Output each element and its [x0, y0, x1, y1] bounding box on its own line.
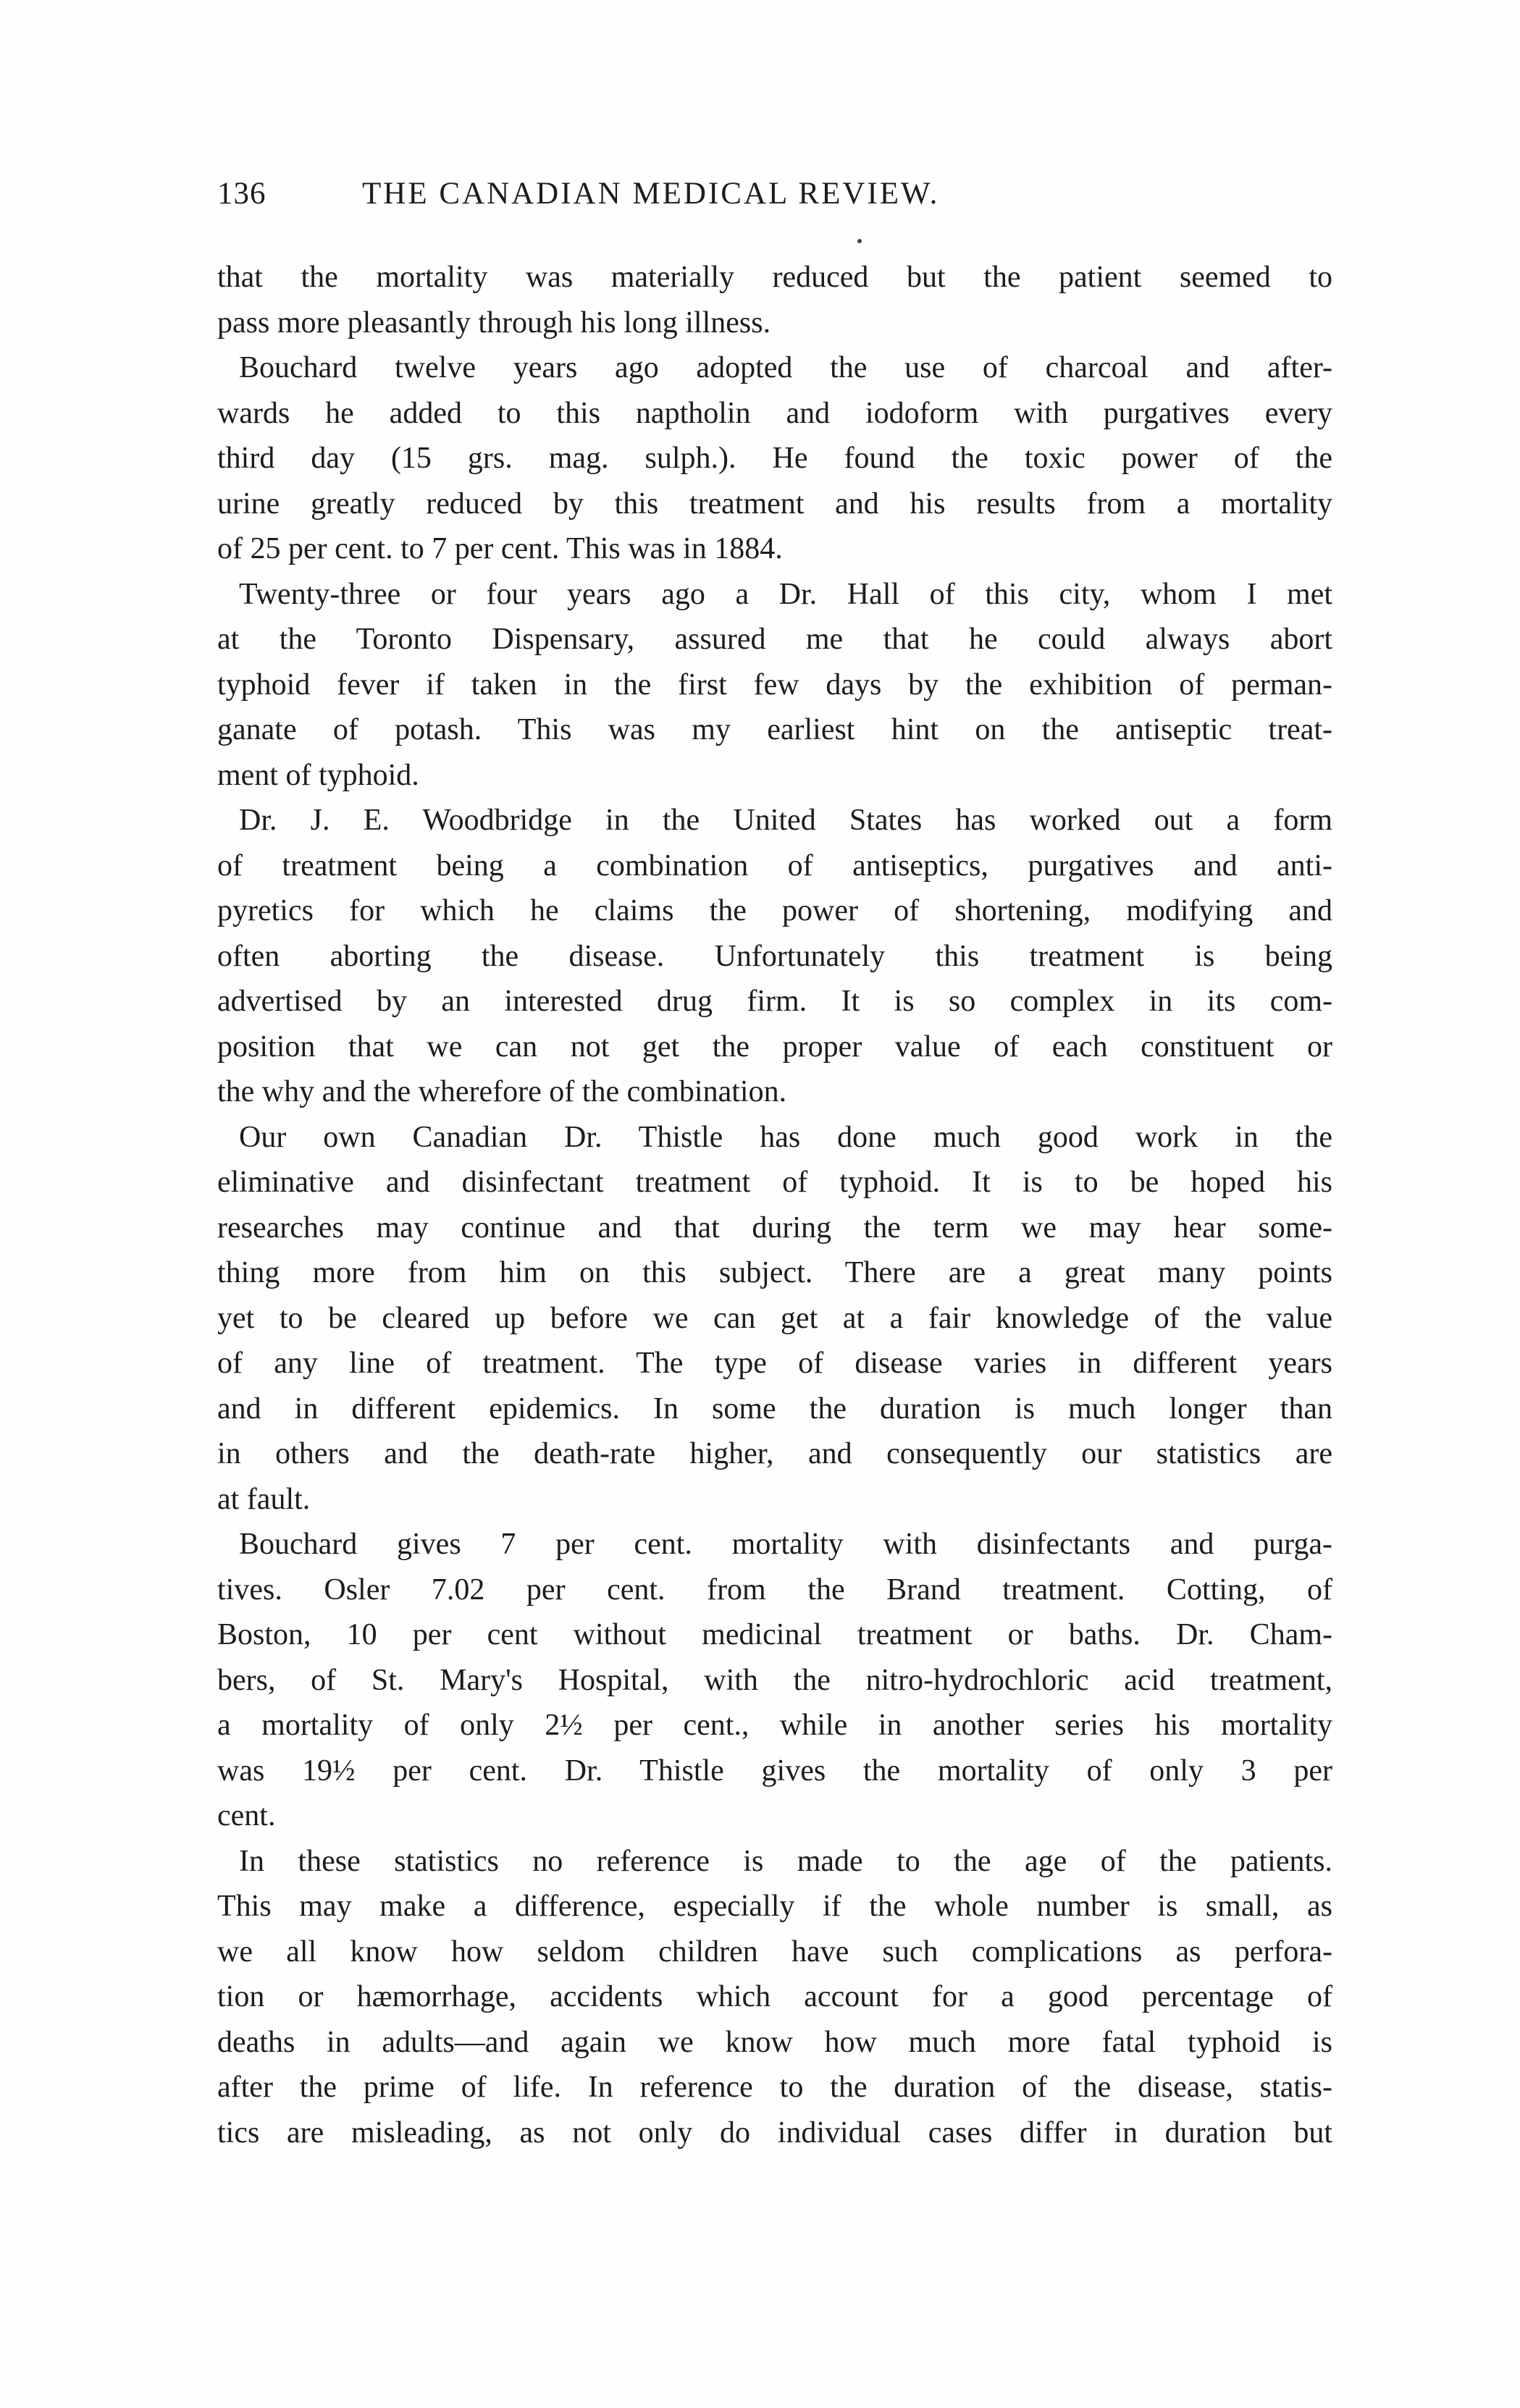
paragraph-statistics-age	[217, 1839, 1332, 2156]
text-line: wards he added to this naptholin and iodoform with purgatives every	[217, 396, 1332, 430]
text-line: pass more pleasantly through his long illness.	[217, 306, 771, 340]
text-line: of 25 per cent. to 7 per cent. This was in 1884.	[217, 532, 783, 565]
paragraph-bouchard-charcoal	[217, 345, 1332, 572]
text-line: and in different epidemics. In some the duration is much longer than	[217, 1392, 1332, 1426]
text-line: tion or hæmorrhage, accidents which account for a good percentage of	[217, 1980, 1332, 2013]
article-body	[217, 255, 1332, 2155]
text-line: yet to be cleared up before we can get at a fair knowledge of the value	[217, 1301, 1332, 1335]
page-number: 136	[217, 177, 266, 211]
page-header	[217, 172, 1332, 223]
paragraph-continuation	[217, 255, 1332, 345]
text-line: researches may continue and that during the term we may hear some-	[217, 1211, 1332, 1245]
text-line: Bouchard gives 7 per cent. mortality with disinfectants and purga-	[239, 1528, 1332, 1561]
text-line: urine greatly reduced by this treatment and his results from a mortality	[217, 487, 1332, 521]
text-line: deaths in adults—and again we know how much more fatal typhoid is	[217, 2025, 1332, 2059]
text-line: pyretics for which he claims the power of shortening, modifying and	[217, 894, 1332, 927]
text-line: the why and the wherefore of the combination.	[217, 1075, 787, 1108]
text-line: that the mortality was materially reduced but the patient seemed to	[217, 261, 1332, 294]
text-line: Bouchard twelve years ago adopted the use of charcoal and after-	[239, 351, 1332, 384]
text-line: tics are misleading, as not only do individual cases differ in duration but	[217, 2116, 1332, 2150]
text-line: tives. Osler 7.02 per cent. from the Brand treatment. Cotting, of	[217, 1573, 1332, 1607]
text-line: third day (15 grs. mag. sulph.). He found the toxic power of the	[217, 442, 1332, 475]
text-line: Our own Canadian Dr. Thistle has done much good work in the	[239, 1120, 1332, 1154]
paragraph-dr-thistle	[217, 1115, 1332, 1523]
text-line: This may make a difference, especially if the whole number is small, as	[217, 1890, 1332, 1923]
text-line: of treatment being a combination of antiseptics, purgatives and anti-	[217, 849, 1332, 883]
text-line: often aborting the disease. Unfortunately this treatment is being	[217, 939, 1332, 973]
text-line: advertised by an interested drug firm. It is so complex in its com-	[217, 985, 1332, 1018]
paragraph-mortality-figures	[217, 1522, 1332, 1839]
paragraph-dr-hall	[217, 572, 1332, 799]
text-line: was 19½ per cent. Dr. Thistle gives the mortality of only 3 per	[217, 1754, 1332, 1788]
print-speck	[857, 239, 862, 243]
text-line: eliminative and disinfectant treatment of typhoid. It is to be hoped his	[217, 1166, 1332, 1199]
text-line: position that we can not get the proper value of each constituent or	[217, 1030, 1332, 1064]
paragraph-woodbridge	[217, 798, 1332, 1115]
text-line: bers, of St. Mary's Hospital, with the nitro-hydrochloric acid treatment,	[217, 1663, 1332, 1697]
text-line: at fault.	[217, 1482, 311, 1516]
text-line: cent.	[217, 1799, 276, 1832]
text-line: thing more from him on this subject. There are a great many points	[217, 1256, 1332, 1289]
text-line: of any line of treatment. The type of disease varies in different years	[217, 1347, 1332, 1380]
text-line: at the Toronto Dispensary, assured me that he could always abort	[217, 623, 1332, 656]
text-line: in others and the death-rate higher, and consequently our statistics are	[217, 1437, 1332, 1470]
text-line: ment of typhoid.	[217, 758, 419, 792]
text-line: Dr. J. E. Woodbridge in the United States has worked out a form	[239, 804, 1332, 837]
text-line: ganate of potash. This was my earliest hint on the antiseptic treat-	[217, 713, 1332, 746]
text-line: In these statistics no reference is made to the age of the patients.	[239, 1844, 1332, 1878]
text-line: after the prime of life. In reference to the duration of the disease, statis-	[217, 2071, 1332, 2104]
text-line: Twenty-three or four years ago a Dr. Hall of this city, whom I met	[239, 577, 1332, 611]
text-line: typhoid fever if taken in the first few days by the exhibition of perman-	[217, 668, 1332, 702]
text-line: we all know how seldom children have such complications as perfora-	[217, 1935, 1332, 1969]
running-title: THE CANADIAN MEDICAL REVIEW.	[362, 177, 940, 211]
text-line: a mortality of only 2½ per cent., while in another series his mortality	[217, 1709, 1332, 1742]
text-line: Boston, 10 per cent without medicinal treatment or baths. Dr. Cham-	[217, 1618, 1332, 1651]
